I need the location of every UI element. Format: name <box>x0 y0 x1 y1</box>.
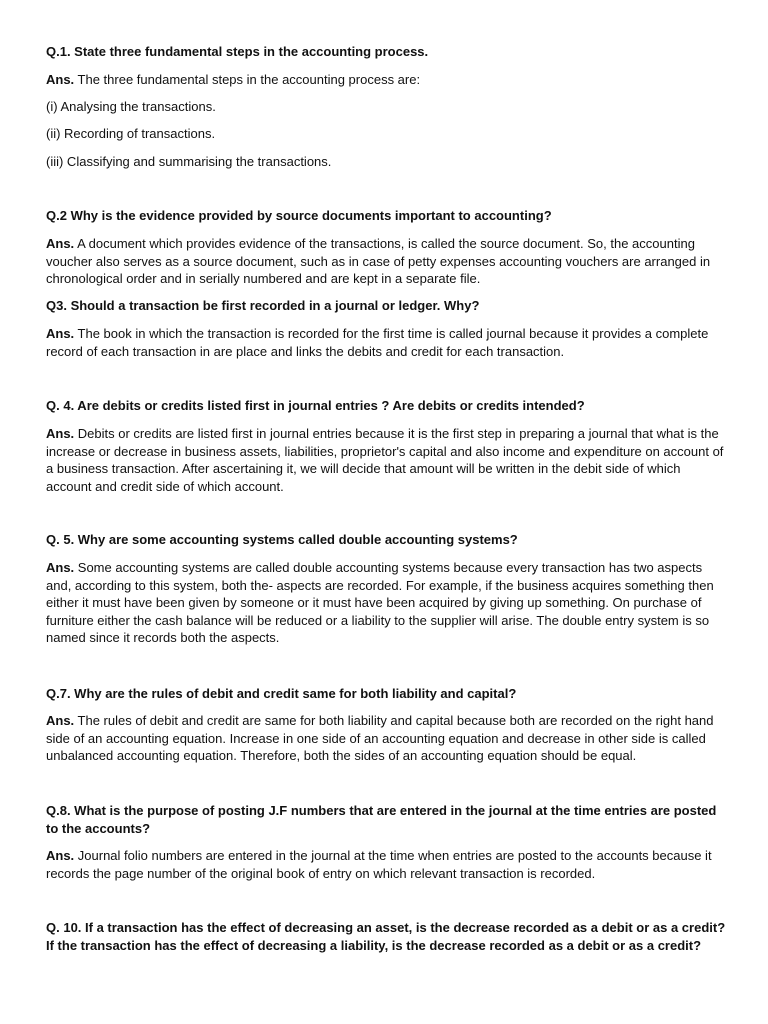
ans-label: Ans. <box>46 72 75 87</box>
answer-text: Journal folio numbers are entered in the journal at the time when entries are posted to the accounts because it records the page number of the original book of entry on which relevant transaction is recorded. <box>46 848 712 881</box>
answer-text: The rules of debit and credit are same for both liability and capital because both are recorded on the right hand side of an accounting equation. Increase in one side of an accounting equation and decrease in other side is called unbalanced accounting equation. Therefore, both the sides of an accounting equation should be equal. <box>46 713 714 763</box>
answer-1 <box>46 71 726 89</box>
ans-label: Ans. <box>46 713 75 728</box>
ans-label: Ans. <box>46 426 75 441</box>
ans-label: Ans. <box>46 560 75 575</box>
answer-4 <box>46 425 726 495</box>
answer-2 <box>46 235 726 288</box>
question-7: Q.7. Why are the rules of debit and credit same for both liability and capital? <box>46 686 517 701</box>
step-3: (iii) Classifying and summarising the transactions. <box>46 154 332 169</box>
question-5: Q. 5. Why are some accounting systems called double accounting systems? <box>46 532 518 547</box>
question-4: Q. 4. Are debits or credits listed first in journal entries ? Are debits or credits intended? <box>46 398 585 413</box>
answer-text: The book in which the transaction is recorded for the first time is called journal because it provides a complete record of each transaction in are place and links the debits and credit for each transaction. <box>46 326 709 359</box>
answer-7 <box>46 712 726 765</box>
answer-5 <box>46 559 726 647</box>
step-1: (i) Analysing the transactions. <box>46 99 216 114</box>
answer-text: A document which provides evidence of the transactions, is called the source document. So, the accounting voucher also serves as a source document, such as in case of petty expenses accounting vouchers are arranged in chronological order and in serially numbered and are kept in a separate file. <box>46 236 711 286</box>
ans-label: Ans. <box>46 326 75 341</box>
ans-label: Ans. <box>46 848 75 863</box>
answer-text: Some accounting systems are called double accounting systems because every transaction has two aspects and, according to this system, both the- aspects are recorded. For example, if the business acquires something then either it must have been given by someone or it must have been acquired by giving up something. On purchase of furniture either the cash balance will be reduced or a liability to the supplier will arise. The double entry system is so named since it records both the aspects. <box>46 560 714 645</box>
answer-text: The three fundamental steps in the accounting process are: <box>74 72 421 87</box>
answer-3 <box>46 325 726 360</box>
step-2: (ii) Recording of transactions. <box>46 126 216 141</box>
answer-text: Debits or credits are listed first in journal entries because it is the first step in preparing a journal that what is the increase or decrease in business assets, liabilities, proprietor's capital and also income and expenditure on account of a business transaction. After ascertaining it, we will decide that amount will be written in the debit side of which account and credit side of which account. <box>46 426 724 494</box>
ans-label: Ans. <box>46 236 75 251</box>
answer-8 <box>46 847 726 882</box>
question-1: Q.1. State three fundamental steps in the accounting process. <box>46 44 429 59</box>
question-10: Q. 10. If a transaction has the effect of decreasing an asset, is the decrease recorded as a debit or as a credit? If the transaction has the effect of decreasing a liability, is the decrease recorded as a debit or as a credit? <box>46 920 726 953</box>
question-8: Q.8. What is the purpose of posting J.F numbers that are entered in the journal at the time entries are posted to the accounts? <box>46 803 717 836</box>
question-2: Q.2 Why is the evidence provided by source documents important to accounting? <box>46 208 552 223</box>
question-3: Q3. Should a transaction be first recorded in a journal or ledger. Why? <box>46 298 480 313</box>
